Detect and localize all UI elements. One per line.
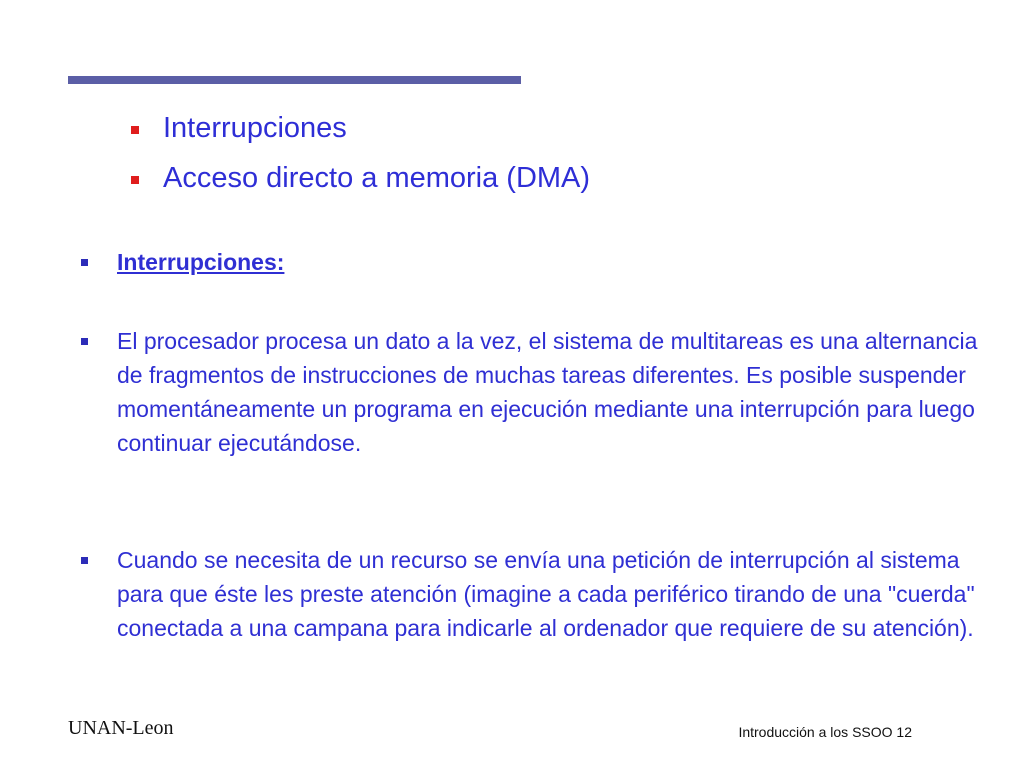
sub-bullet-item: [131, 110, 590, 160]
sub-bullet-text: Acceso directo a memoria (DMA): [163, 162, 591, 194]
heading-item: [81, 245, 1001, 279]
square-bullet-icon: [131, 176, 139, 184]
paragraph-item: [81, 543, 1001, 645]
paragraph-item: [81, 324, 1001, 460]
square-bullet-icon: [81, 557, 88, 564]
paragraph-text: Cuando se necesita de un recurso se envía una petición de interrupción al sistema para que éste les preste atención (imagine a cada periférico tirando de una "cuerda" conectada a una campana para indicarle al ordenador que requiere de su atención).: [117, 547, 975, 641]
sub-bullet-item: [131, 160, 590, 210]
paragraph-text: El procesador procesa un dato a la vez, el sistema de multitareas es una alternancia de fragmentos de instrucciones de muchas tareas diferentes. Es posible suspender momentáneamente un programa en ejecución mediante una interrupción para luego continuar ejecutándose.: [117, 328, 978, 456]
title-rule: [68, 76, 521, 84]
sub-bullet-list: [131, 110, 590, 210]
square-bullet-icon: [81, 338, 88, 345]
section-heading: Interrupciones:: [117, 249, 285, 275]
square-bullet-icon: [81, 259, 88, 266]
footer-page-info: Introducción a los SSOO 12: [738, 724, 912, 740]
square-bullet-icon: [131, 126, 139, 134]
sub-bullet-text: Interrupciones: [163, 112, 347, 144]
footer-institution: UNAN-Leon: [68, 717, 174, 739]
